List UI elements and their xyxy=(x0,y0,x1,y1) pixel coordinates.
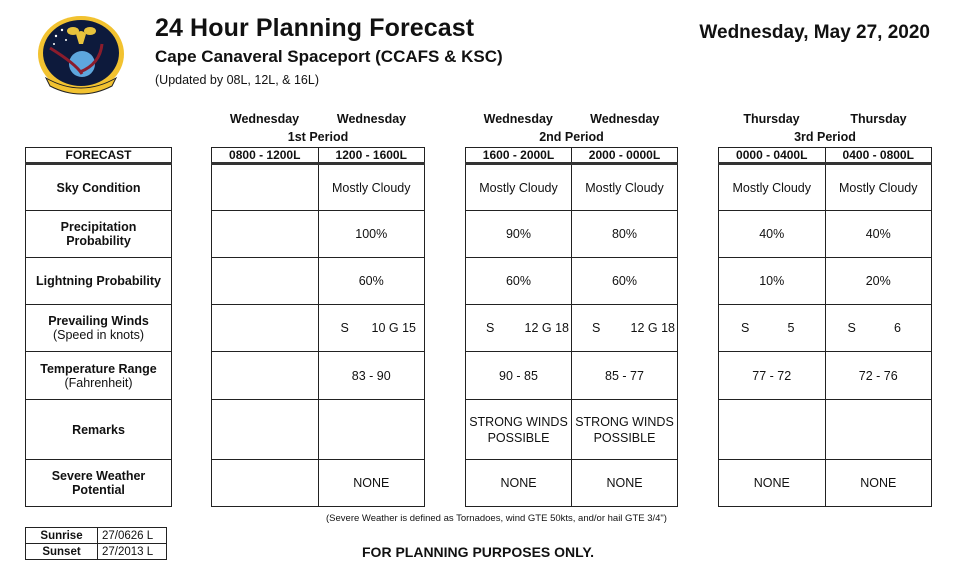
period-2-heading xyxy=(465,112,678,147)
lightning-cell: 20% xyxy=(825,258,932,305)
sunrise-value: 27/0626 L xyxy=(98,528,167,544)
day-label: Thursday xyxy=(743,112,800,126)
precip-cell: 90% xyxy=(466,211,572,258)
row-label-remarks: Remarks xyxy=(26,400,172,460)
remarks-cell: STRONG WINDS POSSIBLE xyxy=(572,400,678,460)
time-header: 1200 - 1600L xyxy=(318,148,425,164)
day-label: Wednesday xyxy=(483,112,553,126)
severe-cell xyxy=(212,460,319,507)
remarks-cell xyxy=(318,400,425,460)
period-1-heading xyxy=(211,112,425,147)
time-header: 1600 - 2000L xyxy=(466,148,572,164)
row-label-sky: Sky Condition xyxy=(26,164,172,211)
precip-cell: 100% xyxy=(318,211,425,258)
time-header: 0000 - 0400L xyxy=(719,148,826,164)
row-label-severe: Severe Weather Potential xyxy=(26,460,172,507)
precip-cell: 40% xyxy=(825,211,932,258)
day-label: Wednesday xyxy=(590,112,660,126)
time-header: 0800 - 1200L xyxy=(212,148,319,164)
precip-cell: 40% xyxy=(719,211,826,258)
remarks-cell xyxy=(825,400,932,460)
remarks-cell: STRONG WINDS POSSIBLE xyxy=(466,400,572,460)
severe-cell: NONE xyxy=(318,460,425,507)
severe-cell: NONE xyxy=(719,460,826,507)
wind-cell xyxy=(212,305,319,352)
temp-cell: 77 - 72 xyxy=(719,352,826,400)
precip-cell: 80% xyxy=(572,211,678,258)
page-subtitle: Cape Canaveral Spaceport (CCAFS & KSC) xyxy=(155,47,503,66)
time-header: 2000 - 0000L xyxy=(572,148,678,164)
sky-cell: Mostly Cloudy xyxy=(825,164,932,211)
precip-cell xyxy=(212,211,319,258)
update-schedule-note: (Updated by 08L, 12L, & 16L) xyxy=(155,73,320,87)
sky-cell xyxy=(212,164,319,211)
severe-cell: NONE xyxy=(572,460,678,507)
period-1-table xyxy=(211,147,425,507)
sun-times-table xyxy=(25,527,167,560)
lightning-cell xyxy=(212,258,319,305)
row-label-winds: Prevailing Winds (Speed in knots) xyxy=(26,305,172,352)
time-header: 0400 - 0800L xyxy=(825,148,932,164)
temp-cell: 85 - 77 xyxy=(572,352,678,400)
remarks-cell xyxy=(212,400,319,460)
wind-cell: S 12 G 18 xyxy=(572,305,678,352)
sunset-label: Sunset xyxy=(26,544,98,560)
forecast-date: Wednesday, May 27, 2020 xyxy=(699,22,930,43)
period-label: 3rd Period xyxy=(794,130,856,144)
forecast-header: FORECAST xyxy=(26,148,172,164)
wind-cell: S 10 G 15 xyxy=(318,305,425,352)
temp-cell: 90 - 85 xyxy=(466,352,572,400)
row-label-precip: Precipitation Probability xyxy=(26,211,172,258)
planning-disclaimer: FOR PLANNING PURPOSES ONLY. xyxy=(362,544,595,560)
period-3-table xyxy=(718,147,932,507)
squadron-logo-icon xyxy=(36,14,126,98)
temp-cell: 83 - 90 xyxy=(318,352,425,400)
row-label-lightning: Lightning Probability xyxy=(26,258,172,305)
temp-cell xyxy=(212,352,319,400)
day-label: Wednesday xyxy=(336,112,407,126)
severe-cell: NONE xyxy=(825,460,932,507)
period-2-table xyxy=(465,147,678,507)
page-title: 24 Hour Planning Forecast xyxy=(155,14,475,42)
forecast-labels-table xyxy=(25,147,172,507)
lightning-cell: 60% xyxy=(318,258,425,305)
sky-cell: Mostly Cloudy xyxy=(318,164,425,211)
period-3-heading xyxy=(718,112,932,147)
sky-cell: Mostly Cloudy xyxy=(572,164,678,211)
day-label: Wednesday xyxy=(229,112,300,126)
lightning-cell: 60% xyxy=(572,258,678,305)
temp-cell: 72 - 76 xyxy=(825,352,932,400)
sunrise-label: Sunrise xyxy=(26,528,98,544)
wind-cell: S 6 xyxy=(825,305,932,352)
sunset-value: 27/2013 L xyxy=(98,544,167,560)
severe-weather-definition: (Severe Weather is defined as Tornadoes, wind GTE 50kts, and/or hail GTE 3/4") xyxy=(326,513,667,524)
wind-cell: S 5 xyxy=(719,305,826,352)
lightning-cell: 60% xyxy=(466,258,572,305)
remarks-cell xyxy=(719,400,826,460)
lightning-cell: 10% xyxy=(719,258,826,305)
period-label: 1st Period xyxy=(287,130,349,144)
row-label-temp: Temperature Range (Fahrenheit) xyxy=(26,352,172,400)
period-label: 2nd Period xyxy=(539,130,604,144)
day-label: Thursday xyxy=(850,112,907,126)
severe-cell: NONE xyxy=(466,460,572,507)
wind-cell: S 12 G 18 xyxy=(466,305,572,352)
sky-cell: Mostly Cloudy xyxy=(466,164,572,211)
sky-cell: Mostly Cloudy xyxy=(719,164,826,211)
